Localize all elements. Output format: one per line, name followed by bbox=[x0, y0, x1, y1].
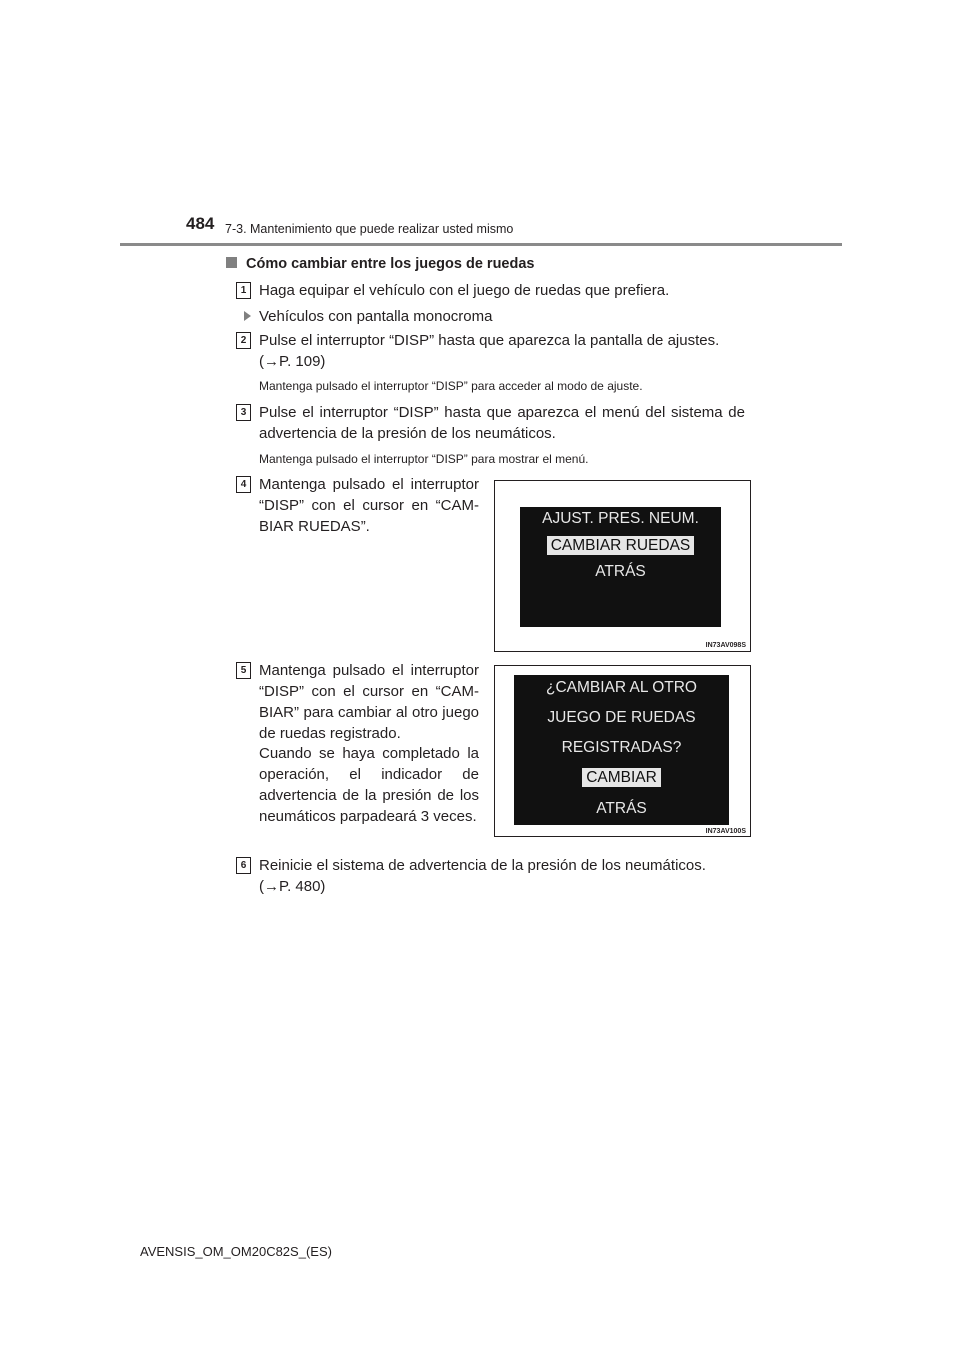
step-number-3: 3 bbox=[236, 404, 251, 421]
step-6-page-ref: (→P. 480) bbox=[259, 878, 326, 895]
square-bullet-icon bbox=[226, 257, 237, 268]
step-number-1: 1 bbox=[236, 282, 251, 299]
page-number: 484 bbox=[186, 214, 215, 233]
triangle-bullet-icon bbox=[244, 311, 251, 321]
figure-display-change-wheels bbox=[494, 480, 751, 652]
step-number-2: 2 bbox=[236, 332, 251, 349]
sub-heading-text: Vehículos con pantalla monocroma bbox=[259, 308, 493, 325]
section-title-text: Cómo cambiar entre los juegos de ruedas bbox=[246, 256, 535, 272]
step-5-text: Mantenga pulsado el interruptor “DISP” con el cursor en “CAM-BIAR” para cambiar al otro juego de ruedas registrado. bbox=[259, 662, 479, 742]
header-divider bbox=[120, 243, 842, 246]
figure-code: IN73AV100S bbox=[705, 828, 746, 835]
step-6-text: Reinicie el sistema de advertencia de la presión de los neumáticos. bbox=[259, 857, 706, 874]
step-2-note: Mantenga pulsado el interruptor “DISP” para acceder al modo de ajuste. bbox=[259, 379, 643, 393]
display-selected-option: CAMBIAR bbox=[582, 768, 661, 787]
step-number-4: 4 bbox=[236, 476, 251, 493]
step-number-5: 5 bbox=[236, 662, 251, 679]
step-5-result-text: Cuando se haya completado la operación, el indicador de advertencia de la presión de los neumáticos parpadeará 3 veces. bbox=[259, 745, 479, 825]
display-title: AJUST. PRES. NEUM. bbox=[542, 510, 699, 527]
figure-code: IN73AV098S bbox=[705, 642, 746, 649]
chapter-title: 7-3. Mantenimiento que puede realizar usted mismo bbox=[225, 222, 514, 236]
monochrome-display bbox=[520, 507, 721, 627]
document-code: AVENSIS_OM_OM20C82S_(ES) bbox=[140, 1244, 332, 1259]
step-3-text: Pulse el interruptor “DISP” hasta que aparezca el menú del sistema de advertencia de la presión de los neumáticos. bbox=[259, 404, 745, 442]
step-2-text: Pulse el interruptor “DISP” hasta que aparezca la pantalla de ajustes. bbox=[259, 332, 720, 349]
display-back-option: ATRÁS bbox=[596, 800, 647, 817]
display-question-line-1: ¿CAMBIAR AL OTRO bbox=[545, 679, 697, 696]
step-3-note: Mantenga pulsado el interruptor “DISP” para mostrar el menú. bbox=[259, 452, 589, 466]
display-back-option: ATRÁS bbox=[595, 563, 646, 580]
section-title bbox=[226, 256, 534, 272]
sub-heading bbox=[244, 306, 492, 327]
display-question-line-3: REGISTRADAS? bbox=[561, 739, 682, 756]
monochrome-display bbox=[514, 675, 729, 825]
display-selected-option: CAMBIAR RUEDAS bbox=[547, 536, 695, 555]
step-4-text: Mantenga pulsado el interruptor “DISP” con el cursor en “CAM-BIAR RUEDAS”. bbox=[259, 476, 479, 535]
step-1-text: Haga equipar el vehículo con el juego de ruedas que prefiera. bbox=[259, 282, 670, 299]
display-question-line-2: JUEGO DE RUEDAS bbox=[547, 709, 696, 726]
figure-display-confirm-change bbox=[494, 665, 751, 837]
step-number-6: 6 bbox=[236, 857, 251, 874]
step-2-page-ref: (→P. 109) bbox=[259, 353, 326, 370]
